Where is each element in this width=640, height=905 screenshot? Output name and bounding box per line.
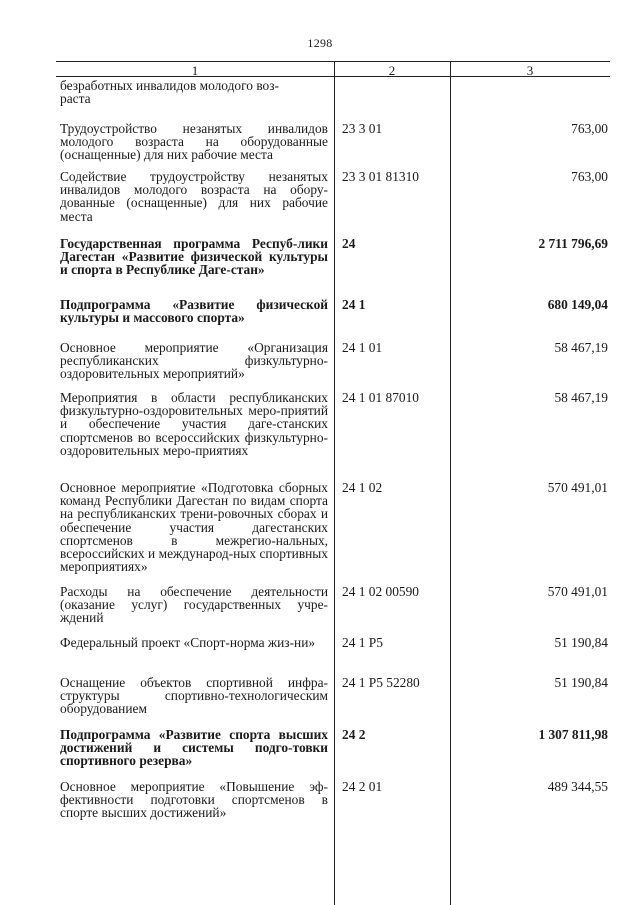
row-sum-cell: 489 344,55 bbox=[547, 779, 608, 794]
row-sum-cell: 763,00 bbox=[571, 169, 608, 184]
row-sum-cell: 680 149,04 bbox=[547, 297, 608, 312]
row-sum-cell: 58 467,19 bbox=[554, 390, 608, 405]
row-code-cell: 23 3 01 81310 bbox=[342, 169, 419, 184]
row-code-cell: 24 1 P5 52280 bbox=[342, 675, 420, 690]
row-name-cell: Подпрограмма «Развитие физической культуры и массового спорта» bbox=[60, 297, 328, 326]
row-name-cell: Мероприятия в области республиканских физкультурно-оздоровительных меро-приятий и обеспечение участия даге-станских спортсменов во всероссийских физкультурно-оздоровительных меро-приятиях bbox=[60, 390, 328, 458]
row-sum-cell: 2 711 796,69 bbox=[538, 236, 608, 251]
row-code-cell: 24 1 bbox=[342, 297, 366, 312]
row-sum-cell: 763,00 bbox=[571, 121, 608, 136]
row-name-cell: Содействие трудоустройству незанятых инвалидов молодого возраста на обору-дованные (оснащенные) для них рабочие места bbox=[60, 169, 328, 224]
row-code-cell: 24 2 01 bbox=[342, 779, 383, 794]
row-name-cell: Федеральный проект «Спорт-норма жиз-ни» bbox=[60, 635, 316, 650]
row-name-cell: безработных инвалидов молодого воз- раста bbox=[60, 78, 279, 107]
row-code-cell: 24 1 02 00590 bbox=[342, 584, 419, 599]
row-name-cell: Трудоустройство незанятых инвалидов молодого возраста на оборудованные (оснащенные) для них рабочие места bbox=[60, 121, 328, 163]
header-col-1: 1 bbox=[191, 63, 199, 78]
row-name-cell: Основное мероприятие «Подготовка сборных команд Республики Дагестан по видам спорта на республиканских трени-ровочных сборах и обеспечение участия дагестанских спортсменов в межрегио-нальных, всероссийских и международ-ных спортивных мероприятиях» bbox=[60, 480, 328, 575]
header-col-3: 3 bbox=[526, 63, 534, 78]
row-code-cell: 24 2 bbox=[342, 727, 366, 742]
row-sum-cell: 570 491,01 bbox=[547, 480, 608, 495]
row-name-cell: Основное мероприятие «Организация республиканских физкультурно-оздоровительных мероприятий» bbox=[60, 340, 328, 382]
row-sum-cell: 1 307 811,98 bbox=[538, 727, 608, 742]
row-sum-cell: 51 190,84 bbox=[554, 635, 608, 650]
row-name-cell: Основное мероприятие «Повышение эф-фективности подготовки спортсменов в спорте высших достижений» bbox=[60, 779, 328, 821]
row-code-cell: 24 bbox=[342, 236, 356, 251]
row-name-cell: Государственная программа Респуб-лики Дагестан «Развитие физической культуры и спорта в Республике Даге-стан» bbox=[60, 236, 328, 278]
row-code-cell: 24 1 02 bbox=[342, 480, 383, 495]
column-divider-2 bbox=[450, 61, 451, 905]
column-divider-1 bbox=[334, 61, 335, 905]
page-number: 1298 bbox=[307, 36, 333, 50]
row-name-cell: Подпрограмма «Развитие спорта высших достижений и системы подго-товки спортивного резерва» bbox=[60, 727, 328, 769]
header-col-2: 2 bbox=[388, 63, 396, 78]
row-sum-cell: 51 190,84 bbox=[554, 675, 608, 690]
row-code-cell: 24 1 01 87010 bbox=[342, 390, 419, 405]
budget-table bbox=[56, 61, 610, 905]
row-sum-cell: 570 491,01 bbox=[547, 584, 608, 599]
table-top-border bbox=[56, 61, 610, 62]
row-code-cell: 23 3 01 bbox=[342, 121, 383, 136]
row-code-cell: 24 1 P5 bbox=[342, 635, 383, 650]
row-name-cell: Оснащение объектов спортивной инфра-структуры спортивно-технологическим оборудованием bbox=[60, 675, 328, 717]
row-name-cell: Расходы на обеспечение деятельности (оказание услуг) государственных учре-ждений bbox=[60, 584, 328, 626]
row-sum-cell: 58 467,19 bbox=[554, 340, 608, 355]
row-code-cell: 24 1 01 bbox=[342, 340, 383, 355]
